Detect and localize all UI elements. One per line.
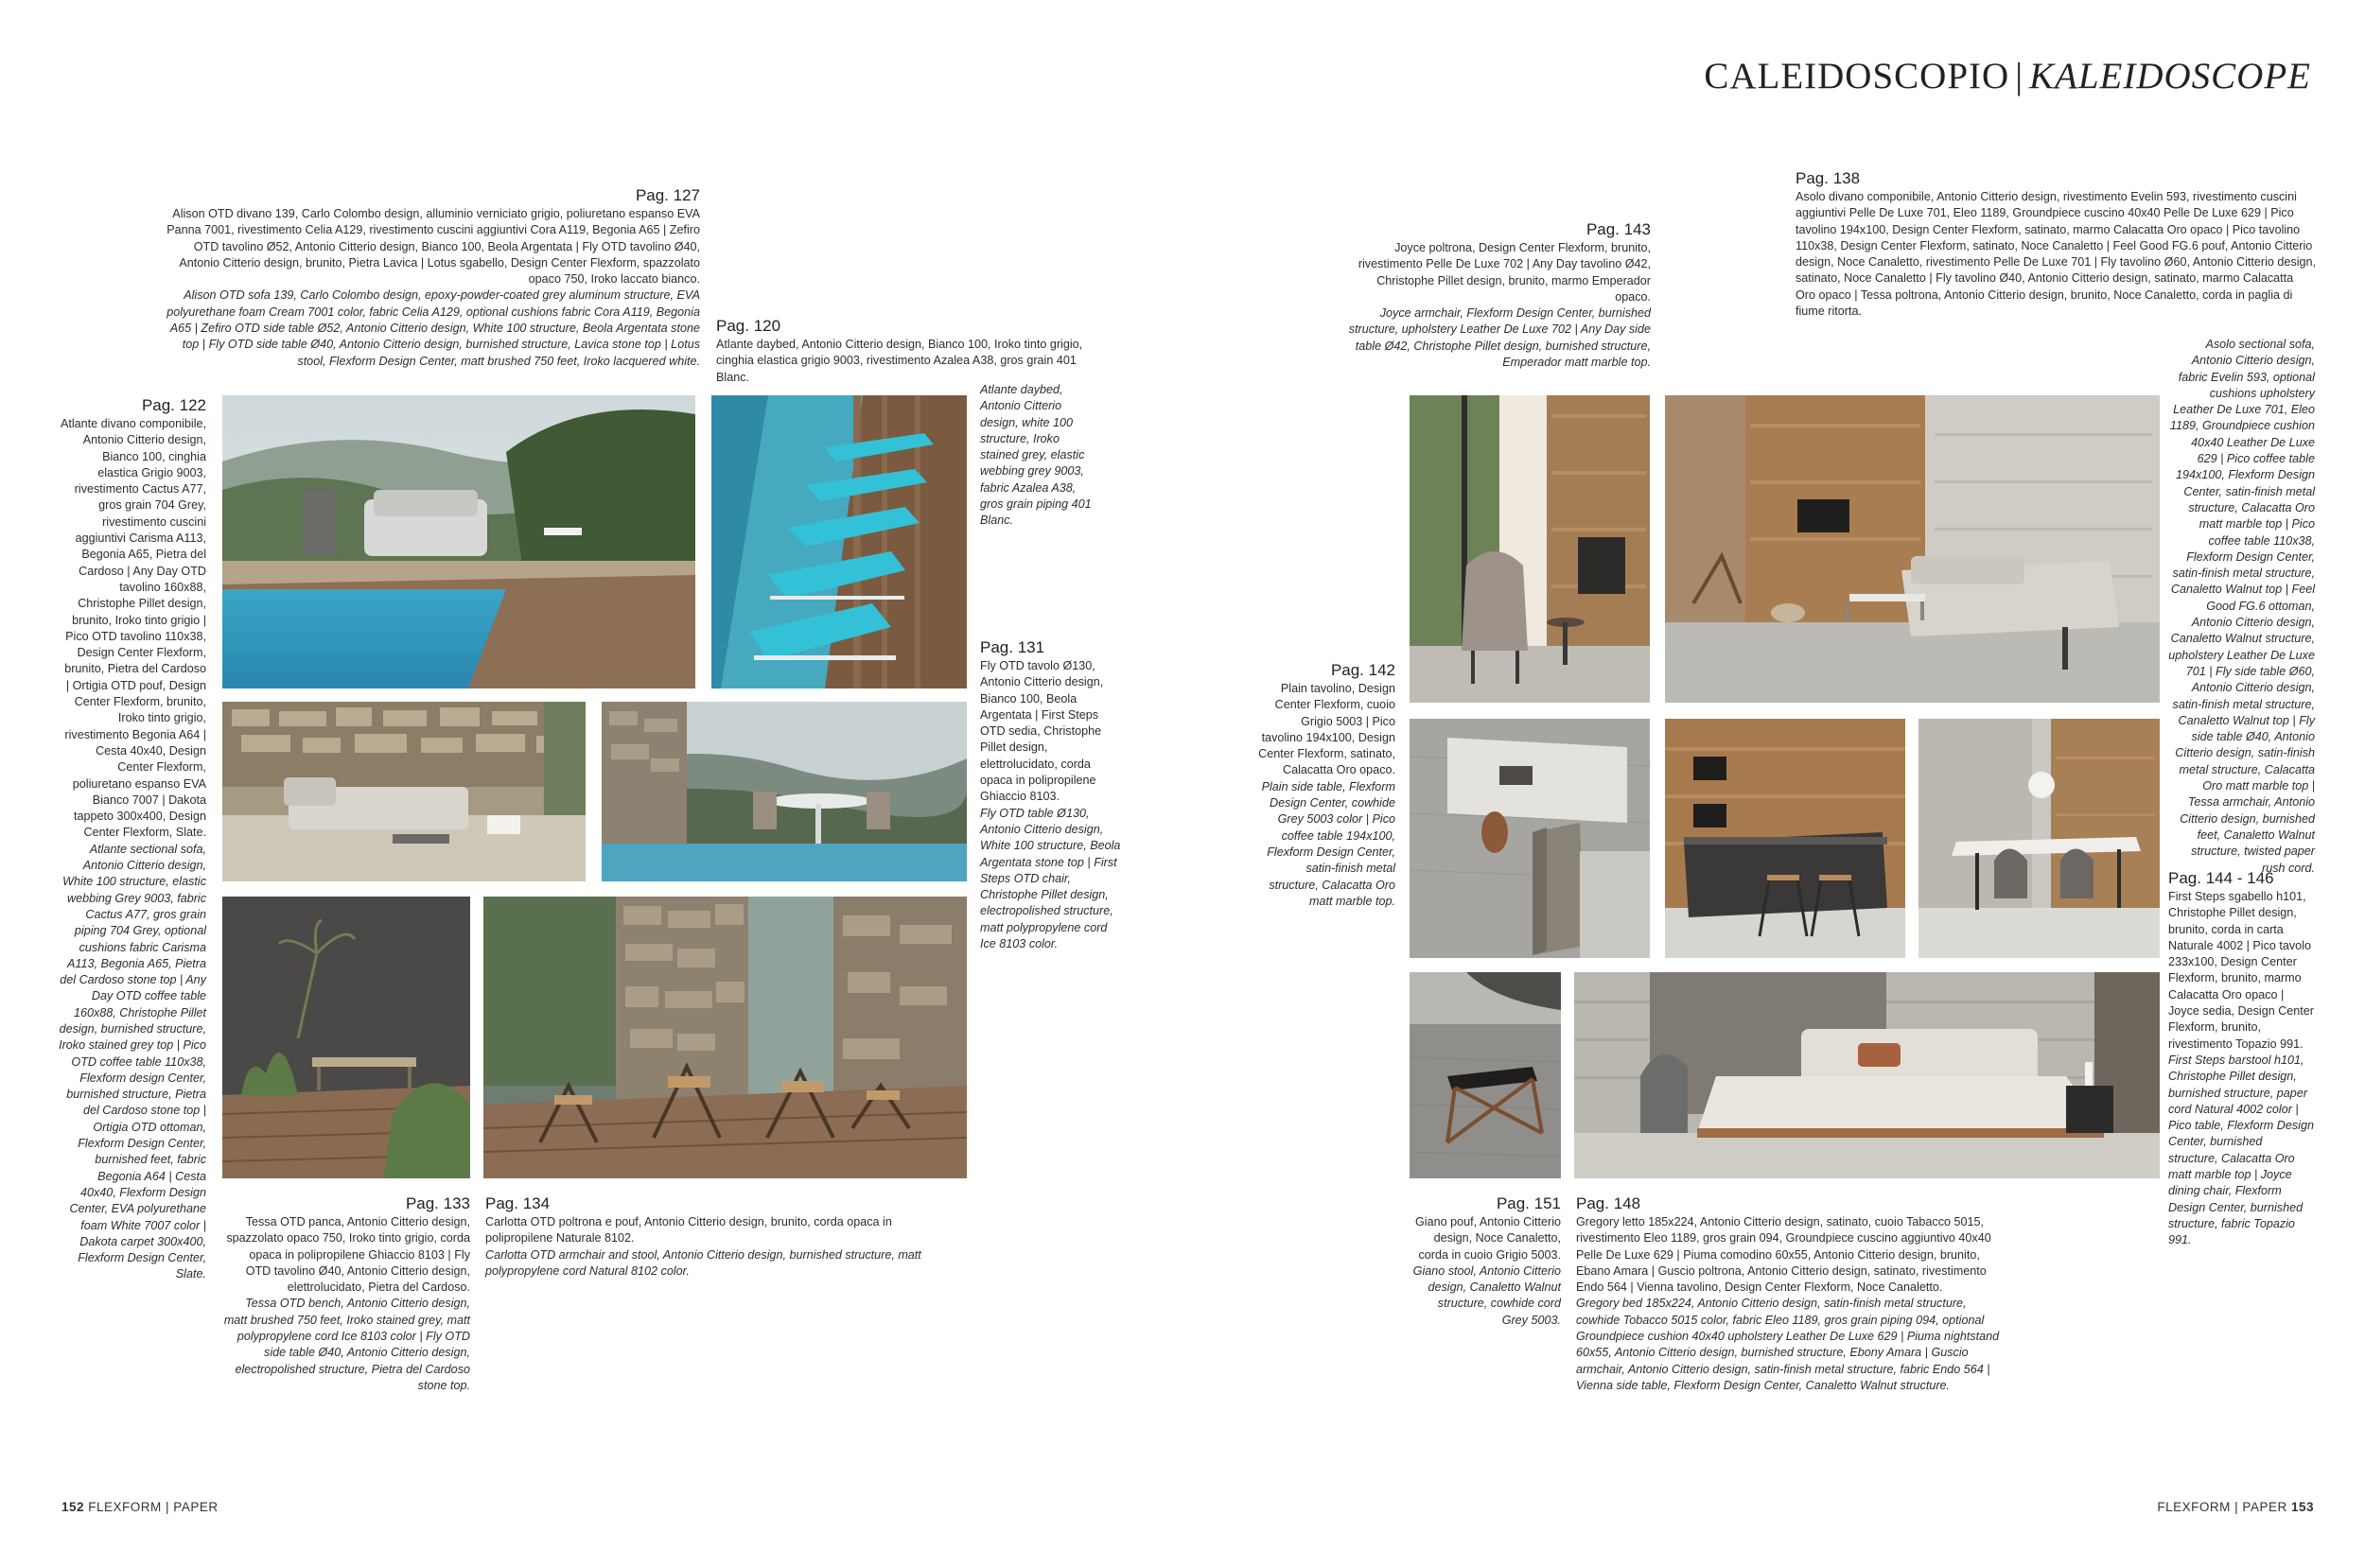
caption-italian: Fly OTD tavolo Ø130, Antonio Citterio design, Bianco 100, Beola Argentata | First Steps OTD sedia, Christophe Pillet design, elettrolucidato, corda opaca in polipropilene Ghiaccio 8103. bbox=[980, 659, 1104, 804]
photo-gregory-bed bbox=[1574, 972, 2160, 1178]
caption-page-ref: Pag. 127 bbox=[635, 186, 700, 204]
folio-label-left: FLEXFORM | PAPER bbox=[88, 1500, 219, 1514]
caption-italian: Atlante daybed, Antonio Citterio design, Bianco 100, Iroko tinto grigio, cinghia elastica grigio 9003, rivestimento Azalea A38, gros grain 401 Blanc. bbox=[716, 338, 1083, 384]
caption-italian: Asolo divano componibile, Antonio Citterio design, rivestimento Evelin 593, rivestimento cuscini aggiuntivi Pelle De Luxe 701, Eleo 1189, Groundpiece cuscino 40x40 Pelle De Luxe 629 | Pico tavolino 194x100, Design Center Flexform, satinato, marmo Calacatta Oro opaco | Pico tavolino 110x38, Design Center Flexform, satinato, Noce Canaletto | Feel Good FG.6 pouf, Antonio Citterio design, Noce Canaletto, rivestimento Pelle De Luxe 701 | Fly tavolino Ø60, Antonio Citterio design, satinato, Noce Canaletto | Fly tavolino Ø40, Antonio Citterio design, satinato, marmo Calacatta Oro opaco | Tessa poltrona, Antonio Citterio design, brunito, Noce Canaletto, corda in paglia di fiume ritorta. bbox=[1796, 190, 2317, 319]
caption-page-ref: Pag. 138 bbox=[1796, 169, 1861, 187]
caption-page-ref: Pag. 148 bbox=[1576, 1194, 1641, 1212]
caption-pag-148 bbox=[1576, 1193, 2011, 1394]
caption-italian: Joyce poltrona, Design Center Flexform, brunito, rivestimento Pelle De Luxe 702 | Any Day tavolino Ø42, Christophe Pillet design, brunito, marmo Emperador opaco. bbox=[1358, 241, 1651, 304]
caption-english: Atlante daybed, Antonio Citterio design, white 100 structure, Iroko stained grey, elastic webbing grey 9003, fabric Azalea A38, gros grain piping 401 Blanc. bbox=[980, 383, 1092, 528]
caption-italian: Carlotta OTD poltrona e pouf, Antonio Citterio design, brunito, corda opaca in polipropilene Naturale 8102. bbox=[485, 1215, 892, 1246]
footer-right bbox=[2157, 1500, 2314, 1514]
caption-english: Gregory bed 185x224, Antonio Citterio design, satin-finish metal structure, cowhide Tobacco 5015 color, fabric Eleo 1189, gros grain piping 094, optional Groundpiece cushion 40x40 upholstery Leather De Luxe 629 | Piuma nightstand 60x55, Antonio Citterio design, burnished structure, Ebony Amara | Guscio armchair, Antonio Citterio design, satin-finish metal structure, fabric Endo 564 | Vienna side table, Flexform Design Center, Canaletto Walnut structure. bbox=[1576, 1297, 2000, 1392]
photo-giano-stool bbox=[1410, 972, 1561, 1178]
caption-english: Plain side table, Flexform Design Center, cowhide Grey 5003 color | Pico coffee table 194x100, Flexform Design Center, satin-finish metal structure, Calacatta Oro matt marble top. bbox=[1261, 779, 1395, 908]
caption-italian: Gregory letto 185x224, Antonio Citterio design, satinato, cuoio Tabacco 5015, rivestimento Eleo 1189, gros grain 094, Groundpiece cuscino aggiuntivo 40x40 Pelle De Luxe 629 | Piuma comodino 60x55, Antonio Citterio design, brunito, Ebano Amara | Guscio poltrona, Antonio Citterio design, satinato, rivestimento Endo 564 | Vienna tavolino, Design Center Flexform, Noce Canaletto. bbox=[1576, 1215, 1991, 1295]
caption-page-ref: Pag. 142 bbox=[1330, 661, 1395, 679]
caption-italian: Alison OTD divano 139, Carlo Colombo design, alluminio verniciato grigio, poliuretano espanso EVA Panna 7001, rivestimento Celia A129, rivestimento cuscini aggiuntivi Cora A119, Begonia A65 | Zefiro OTD tavolino Ø52, Antonio Citterio design, Bianco 100, Beola Argentata | Fly OTD tavolino Ø40, Antonio Citterio design, brunito, Pietra Lavica | Lotus sgabello, Design Center Flexform, spazzolato opaco 750, Iroko laccato bianco. bbox=[166, 207, 700, 287]
caption-page-ref: Pag. 122 bbox=[141, 396, 206, 414]
caption-pag-122 bbox=[59, 395, 206, 1283]
caption-pag-120 bbox=[716, 316, 1095, 386]
photo-atlante-sofa-terrace bbox=[222, 702, 586, 881]
caption-page-ref: Pag. 151 bbox=[1496, 1194, 1561, 1212]
caption-pag-142 bbox=[1258, 660, 1395, 910]
photo-kitchen-barstools bbox=[1665, 719, 1905, 958]
caption-italian: Tessa OTD panca, Antonio Citterio design, spazzolato opaco 750, Iroko tinto grigio, corda opaca in polipropilene Ghiaccio 8103 | Fly OTD tavolino Ø40, Antonio Citterio design, elettrolucidato, Pietra del Cardoso. bbox=[226, 1215, 470, 1295]
caption-english: Carlotta OTD armchair and stool, Antonio Citterio design, burnished structure, matt polypropylene cord Natural 8102 color. bbox=[485, 1247, 921, 1278]
footer-left bbox=[61, 1500, 219, 1514]
caption-pag-120-english bbox=[980, 382, 1092, 530]
caption-italian: Plain tavolino, Design Center Flexform, cuoio Grigio 5003 | Pico tavolino 194x100, Design Center Flexform, satinato, Calacatta Oro opaco. bbox=[1258, 682, 1395, 777]
caption-page-ref: Pag. 133 bbox=[405, 1194, 470, 1212]
photo-pool-terrace bbox=[222, 395, 695, 688]
caption-pag-144-146 bbox=[2168, 868, 2315, 1249]
caption-pag-134 bbox=[485, 1193, 958, 1280]
caption-pag-151 bbox=[1410, 1193, 1561, 1329]
caption-page-ref: Pag. 131 bbox=[980, 638, 1045, 656]
caption-english: Fly OTD table Ø130, Antonio Citterio design, White 100 structure, Beola Argentata stone top | First Steps OTD chair, Christophe Pillet design, electropolished structure, matt polypropylene cord Ice 8103 color. bbox=[980, 806, 1121, 951]
photo-joyce-armchair bbox=[1410, 395, 1650, 703]
caption-english: Tessa OTD bench, Antonio Citterio design, matt brushed 750 feet, Iroko stained grey, matt polypropylene cord Ice 8103 color | Fly OTD side table Ø40, Antonio Citterio design, electropolished structure, Pietra del Cardoso stone top. bbox=[223, 1297, 470, 1392]
caption-page-ref: Pag. 143 bbox=[1585, 220, 1651, 238]
caption-italian: Giano pouf, Antonio Citterio design, Noce Canaletto, corda in cuoio Grigio 5003. bbox=[1414, 1215, 1561, 1262]
caption-english: Joyce armchair, Flexform Design Center, burnished structure, upholstery Leather De Luxe 702 | Any Day side table Ø42, Christophe Pillet design, burnished structure, Emperador matt marble top. bbox=[1348, 306, 1651, 370]
caption-english: Alison OTD sofa 139, Carlo Colombo design, epoxy-powder-coated grey aluminum structure, EVA polyurethane foam Cream 7001 color, fabric Celia A129, optional cushions fabric Cora A119, Begonia A65 | Zefiro OTD side table Ø52, Antonio Citterio design, White 100 structure, Beola Argentata stone top | Fly OTD side table Ø40, Antonio Citterio design, burnished structure, Lavica stone top | Lotus stool, Flexform Design Center, matt brushed 750 feet, Iroko lacquered white. bbox=[166, 288, 700, 368]
photo-asolo-living-room bbox=[1665, 395, 2160, 703]
page-header bbox=[1684, 55, 2311, 97]
caption-page-ref: Pag. 134 bbox=[485, 1194, 551, 1212]
photo-carlotta-armchairs bbox=[483, 897, 967, 1178]
caption-italian: Atlante divano componibile, Antonio Citterio design, Bianco 100, cinghia elastica Grigio 9003, rivestimento Cactus A77, gros grain 704 Grey, rivestimento cuscini aggiuntivi Carisma A113, Begonia A65, Pietra del Cardoso | Any Day OTD tavolino 160x88, Christophe Pillet design, brunito, Iroko tinto grigio | Pico OTD tavolino 110x38, Design Center Flexform, brunito, Pietra del Cardoso | Ortigia OTD pouf, Design Center Flexform, brunito, Iroko tinto grigio, rivestimento Begonia A64 | Cesta 40x40, Design Center Flexform, poliuretano espanso EVA Bianco 7007 | Dakota tappeto 300x400, Design Center Flexform, Slate. bbox=[60, 417, 206, 840]
caption-pag-138-english bbox=[2168, 337, 2315, 877]
caption-english: Asolo sectional sofa, Antonio Citterio design, fabric Evelin 593, optional cushions upholstery Leather De Luxe 701, Eleo 1189, Groundpiece cushion 40x40 Leather De Luxe 629 | Pico coffee table 194x100, Flexform Design Center, satin-finish metal structure, Calacatta Oro matt marble top | Pico coffee table 110x38, Flexform Design Center, satin-finish metal structure, Canaletto Walnut top | Feel Good FG.6 ottoman, Antonio Citterio design, Canaletto Walnut structure, upholstery Leather De Luxe 701 | Fly side table Ø60, Antonio Citterio design, satin-finish metal structure, Canaletto Walnut top | Fly side table Ø40, Antonio Citterio design, satin-finish metal structure, Calacatta Oro matt marble top | Tessa armchair, Antonio Citterio design, burnished feet, Canaletto Walnut structure, twisted paper rush cord. bbox=[2168, 338, 2315, 875]
caption-pag-127 bbox=[151, 185, 700, 370]
photo-fly-table-hills bbox=[602, 702, 967, 881]
photo-plain-side-table bbox=[1410, 719, 1650, 958]
caption-italian: First Steps sgabello h101, Christophe Pillet design, brunito, corda in carta Naturale 4002 | Pico tavolo 233x100, Design Center Flexform, brunito, marmo Calacatta Oro opaco | Joyce sedia, Design Center Flexform, brunito, rivestimento Topazio 991. bbox=[2168, 890, 2315, 1051]
caption-english: Giano stool, Antonio Citterio design, Canaletto Walnut structure, cowhide cord Grey 5003. bbox=[1412, 1263, 1561, 1327]
photo-tessa-bench bbox=[222, 897, 470, 1178]
header-separator: | bbox=[2015, 56, 2023, 96]
caption-pag-133 bbox=[222, 1193, 470, 1394]
caption-pag-131 bbox=[980, 637, 1124, 952]
photo-pico-dining-table bbox=[1918, 719, 2160, 958]
caption-pag-143 bbox=[1348, 219, 1651, 371]
caption-english: First Steps barstool h101, Christophe Pillet design, burnished structure, paper cord Natural 4002 color | Pico table, Flexform Design Center, burnished structure, Calacatta Oro matt marble top | Joyce dining chair, Flexform Design Center, burnished structure, fabric Topazio 991. bbox=[2168, 1053, 2314, 1247]
caption-page-ref: Pag. 144 - 146 bbox=[2168, 869, 2274, 887]
header-title-italian: CALEIDOSCOPIO bbox=[1704, 56, 2010, 96]
header-title-english: KALEIDOSCOPE bbox=[2029, 56, 2311, 96]
caption-pag-138 bbox=[1796, 168, 2316, 320]
folio-label-right: FLEXFORM | PAPER bbox=[2157, 1500, 2287, 1514]
caption-english: Atlante sectional sofa, Antonio Citterio design, White 100 structure, elastic webbing Grey 9003, fabric Cactus A77, gros grain piping 704 Grey, optional cushions fabric Carisma A113, Begonia A65, Pietra del Cardoso stone top | Any Day OTD coffee table 160x88, Christophe Pillet design, burnished structure, Iroko stained grey top | Pico OTD coffee table 110x38, Flexform design Center, burnished structure, Pietra del Cardoso stone top | Ortigia OTD ottoman, Flexform Design Center, burnished feet, fabric Begonia A64 | Cesta 40x40, Flexform Design Center, EVA polyurethane foam White 7007 color | Dakota carpet 300x400, Flexform Design Center, Slate. bbox=[59, 842, 206, 1281]
folio-number-left: 152 bbox=[61, 1500, 85, 1514]
folio-number-right: 153 bbox=[2290, 1500, 2314, 1514]
caption-page-ref: Pag. 120 bbox=[716, 317, 781, 335]
photo-atlante-daybeds bbox=[711, 395, 967, 688]
